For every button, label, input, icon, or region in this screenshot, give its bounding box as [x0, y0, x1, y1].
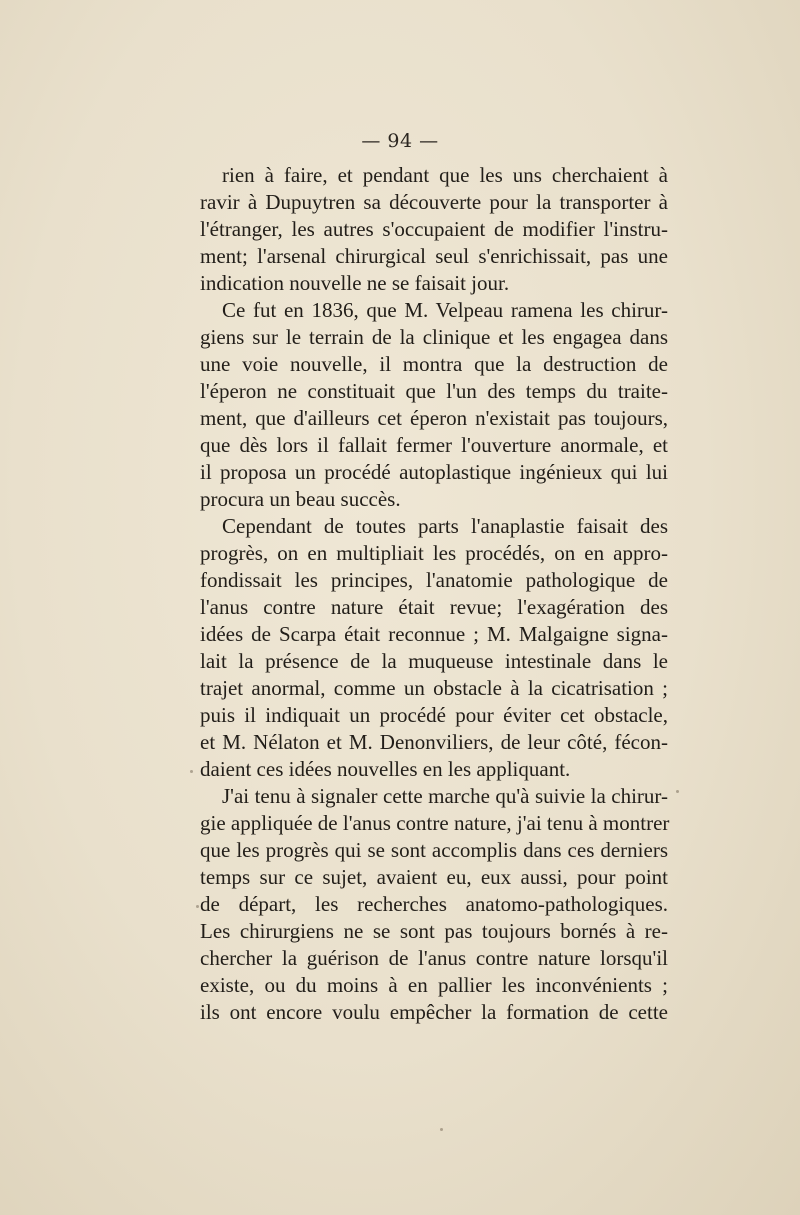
text-line: temps sur ce sujet, avaient eu, eux aussi, pour point — [200, 865, 668, 889]
text-line: Cependant de toutes parts l'anaplastie faisait des — [222, 514, 668, 538]
text-line: ravir à Dupuytren sa découverte pour la transporter à — [200, 190, 668, 214]
text-line: que les progrès qui se sont accomplis dans ces derniers — [200, 838, 668, 862]
text-line: ment; l'arsenal chirurgical seul s'enrichissait, pas une — [200, 244, 668, 268]
paper-speck — [676, 790, 679, 793]
text-line: de départ, les recherches anatomo-pathologiques. — [200, 892, 668, 916]
paragraph — [200, 297, 668, 513]
text-line: il proposa un procédé autoplastique ingénieux qui lui — [200, 460, 668, 484]
page-number: — 94 — — [361, 130, 439, 152]
text-line: daient ces idées nouvelles en les appliquant. — [200, 757, 571, 781]
paragraph — [200, 513, 668, 783]
text-line: fondissait les principes, l'anatomie pathologique de — [200, 568, 668, 592]
text-line: lait la présence de la muqueuse intestinale dans le — [200, 649, 668, 673]
text-line: ils ont encore voulu empêcher la formation de cette — [200, 1000, 668, 1024]
text-line: indication nouvelle ne se faisait jour. — [200, 271, 510, 295]
text-line: que dès lors il fallait fermer l'ouverture anormale, et — [200, 433, 668, 457]
text-line: une voie nouvelle, il montra que la destruction de — [200, 352, 668, 376]
text-line: chercher la guérison de l'anus contre nature lorsqu'il — [200, 946, 668, 970]
body-text — [200, 162, 668, 1026]
text-line: rien à faire, et pendant que les uns cherchaient à — [222, 163, 668, 187]
paper-speck — [190, 770, 193, 773]
text-line: l'étranger, les autres s'occupaient de modifier l'instru- — [200, 217, 668, 241]
text-line: ment, que d'ailleurs cet éperon n'existait pas toujours, — [200, 406, 668, 430]
text-line: idées de Scarpa était reconnue ; M. Malgaigne signa- — [200, 622, 668, 646]
paper-speck — [440, 1128, 443, 1131]
text-line: giens sur le terrain de la clinique et les engagea dans — [200, 325, 668, 349]
text-line: Ce fut en 1836, que M. Velpeau ramena les chirur- — [222, 298, 668, 322]
text-line: l'éperon ne constituait que l'un des temps du traite- — [200, 379, 668, 403]
text-line: gie appliquée de l'anus contre nature, j'ai tenu à montrer — [200, 811, 670, 835]
text-line: puis il indiquait un procédé pour éviter cet obstacle, — [200, 703, 668, 727]
text-line: J'ai tenu à signaler cette marche qu'à suivie la chirur- — [222, 784, 668, 808]
text-line: existe, ou du moins à en pallier les inconvénients ; — [200, 973, 668, 997]
text-line: trajet anormal, comme un obstacle à la cicatrisation ; — [200, 676, 668, 700]
text-line: et M. Nélaton et M. Denonviliers, de leur côté, fécon- — [200, 730, 668, 754]
paper-speck — [196, 905, 199, 908]
text-line: Les chirurgiens ne se sont pas toujours bornés à re- — [200, 919, 668, 943]
paragraph — [200, 162, 668, 297]
text-line: procura un beau succès. — [200, 487, 401, 511]
text-line: progrès, on en multipliait les procédés, on en appro- — [200, 541, 668, 565]
paragraph — [200, 783, 668, 1026]
text-line: l'anus contre nature était revue; l'exagération des — [200, 595, 668, 619]
